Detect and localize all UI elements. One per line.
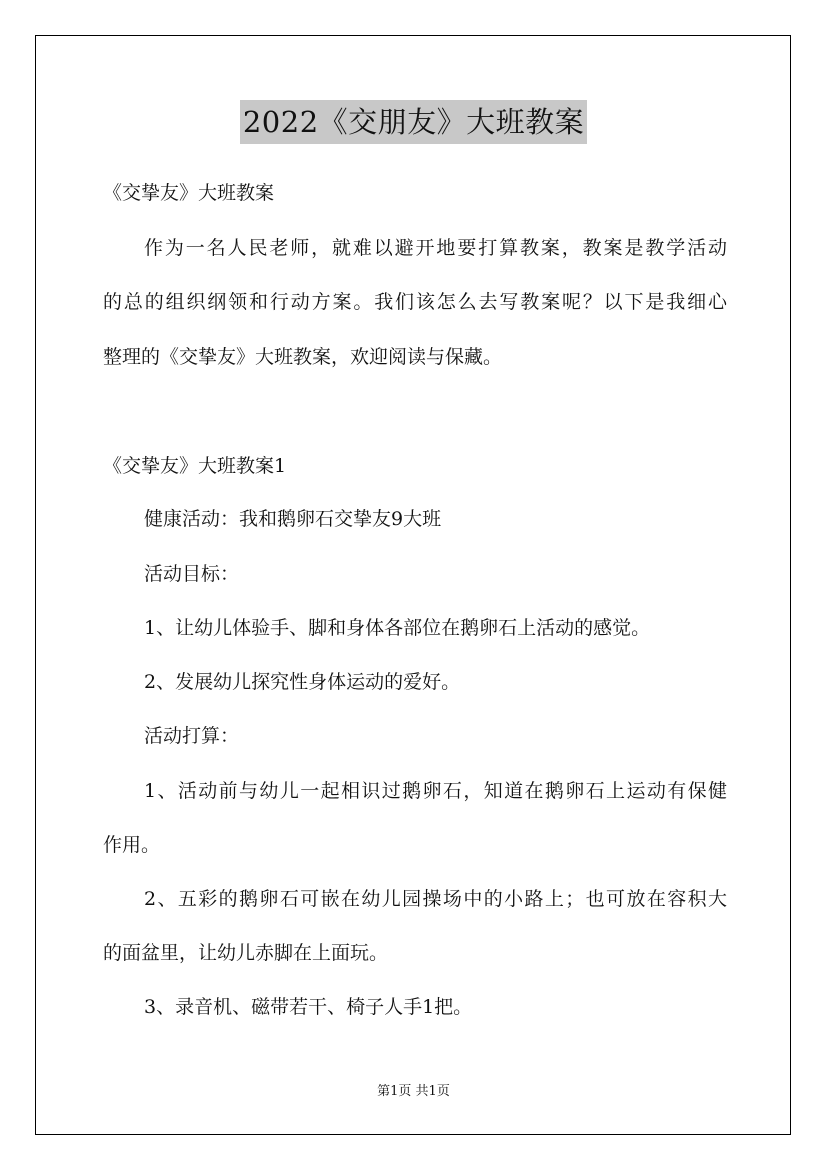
section-heading: 《交挚友》大班教案 (103, 182, 275, 204)
intro-paragraph-line-1: 作为一名人民老师，就难以避开地要打算教案，教案是教学活动 (144, 237, 727, 259)
activity-title: 健康活动：我和鹅卵石交挚友9大班 (144, 508, 442, 530)
document-title-wrap (0, 100, 827, 144)
lesson-heading: 《交挚友》大班教案1 (103, 455, 287, 477)
goal-item-2: 2、发展幼儿探究性身体运动的爱好。 (144, 671, 461, 693)
preparation-heading: 活动打算： (144, 725, 240, 747)
page-footer: 第1页 共1页 (377, 1084, 450, 1099)
document-title: 2022《交朋友》大班教案 (240, 100, 587, 144)
preparation-item-1-line-1: 1、活动前与幼儿一起相识过鹅卵石，知道在鹅卵石上运动有保健 (144, 780, 727, 802)
preparation-item-3: 3、录音机、磁带若干、椅子人手1把。 (144, 996, 473, 1018)
intro-paragraph-line-3: 整理的《交挚友》大班教案，欢迎阅读与保藏。 (103, 346, 503, 368)
goals-heading: 活动目标： (144, 563, 240, 585)
goal-item-1: 1、让幼儿体验手、脚和身体各部位在鹅卵石上活动的感觉。 (144, 617, 651, 639)
preparation-item-1-line-2: 作用。 (103, 834, 161, 856)
preparation-item-2-line-2: 的面盆里，让幼儿赤脚在上面玩。 (103, 942, 389, 964)
preparation-item-2-line-1: 2、五彩的鹅卵石可嵌在幼儿园操场中的小路上；也可放在容积大 (144, 888, 727, 910)
intro-paragraph-line-2: 的总的组织纲领和行动方案。我们该怎么去写教案呢？以下是我细心 (103, 291, 727, 313)
